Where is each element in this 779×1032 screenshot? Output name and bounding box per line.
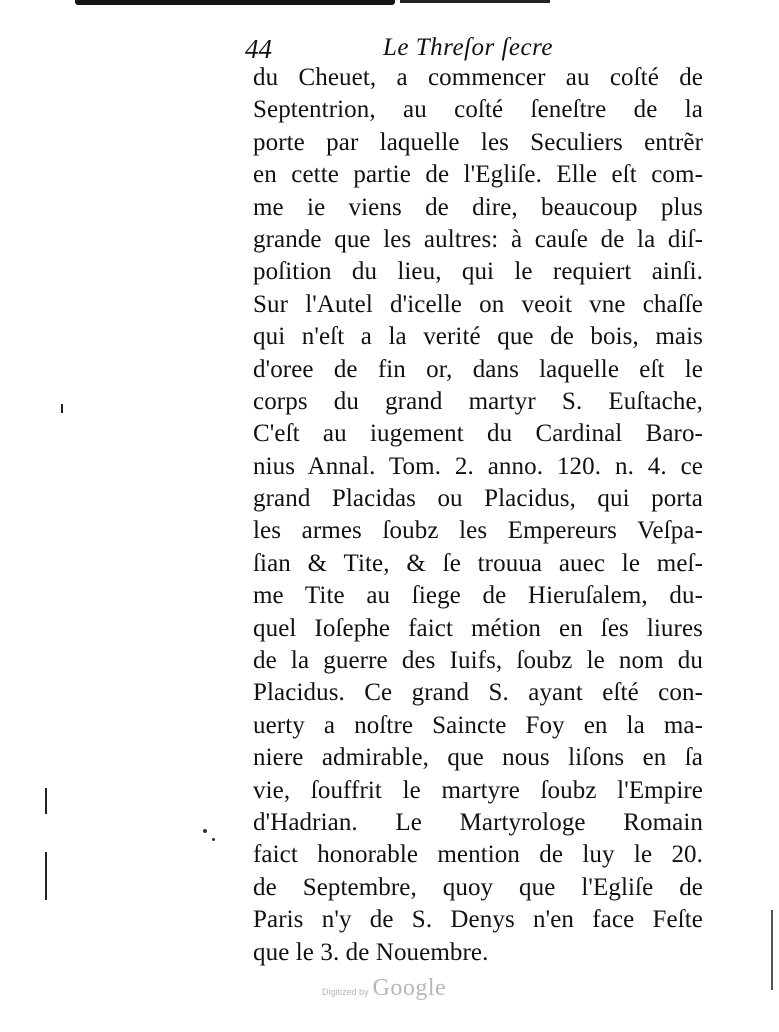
margin-mark (45, 788, 47, 814)
top-rule-secondary (400, 0, 550, 3)
text-line: de Septembre, quoy que l'Egliſe de (253, 873, 703, 901)
running-title: Le Threſor ſecre (383, 34, 554, 61)
text-line: les armes ſoubz les Empereurs Veſpa- (253, 517, 703, 545)
digitization-watermark (322, 975, 446, 1005)
text-line: du Cheuet, a commencer au coſté de (253, 64, 703, 91)
text-line: Paris n'y de S. Denys n'en face Feſte (253, 906, 703, 934)
speck (212, 838, 215, 841)
margin-mark (61, 404, 63, 413)
text-line: niere admirable, que nous liſons en ſa (253, 744, 703, 772)
page-number: 44 (245, 34, 272, 64)
margin-mark (45, 852, 47, 900)
text-line: de la guerre des Iuifs, ſoubz le nom du (253, 647, 703, 675)
text-line: porte par laquelle les Seculiers entrẽr (253, 128, 703, 156)
text-line: grande que les aultres: à cauſe de la diſ- (253, 225, 703, 253)
text-line: grand Placidas ou Placidus, qui porta (253, 485, 703, 513)
text-line: me Tite au ſiege de Hieruſalem, du- (253, 582, 703, 610)
watermark-prefix: Digitized by (322, 987, 369, 997)
text-line: en cette partie de l'Egliſe. Elle eſt com- (253, 161, 703, 189)
text-line: corps du grand martyr S. Euſtache, (253, 387, 703, 415)
text-line: Septentrion, au coſté ſeneſtre de la (253, 96, 703, 124)
page-edge (771, 910, 773, 990)
text-line: C'eſt au iugement du Cardinal Baro- (253, 420, 703, 448)
text-line: Sur l'Autel d'icelle on veoit vne chaſſe (253, 290, 703, 318)
speck (203, 829, 207, 833)
text-line: d'oree de fin or, dans laquelle eſt le (253, 355, 703, 383)
text-line: que le 3. de Nouembre. (253, 938, 489, 966)
body-text (253, 62, 703, 969)
watermark-brand: Google (372, 975, 447, 1001)
text-line: Placidus. Ce grand S. ayant eſté con- (253, 679, 703, 707)
text-line: poſition du lieu, qui le requiert ainſi. (253, 258, 703, 286)
text-line: d'Hadrian. Le Martyrologe Romain (253, 808, 703, 836)
text-line: me ie viens de dire, beaucoup plus (253, 193, 703, 221)
text-line: nius Annal. Tom. 2. anno. 120. n. 4. ce (253, 452, 703, 480)
text-line: ſian & Tite, & ſe trouua auec le meſ- (253, 549, 703, 577)
text-line: vie, ſouffrit le martyre ſoubz l'Empire (253, 776, 703, 804)
top-rule (75, 0, 395, 5)
text-line: faict honorable mention de luy le 20. (253, 841, 703, 869)
text-line: uerty a noſtre Saincte Foy en la ma- (253, 711, 703, 739)
text-line: qui n'eſt a la verité que de bois, mais (253, 323, 703, 351)
text-line: quel Ioſephe faict métion en ſes liures (253, 614, 703, 642)
